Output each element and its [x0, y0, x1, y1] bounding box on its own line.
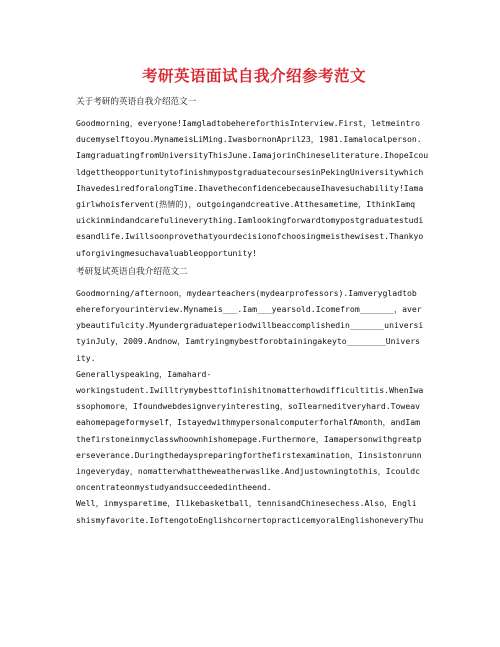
text-line: ssophomore，Ifoundwebdesignveryinteresting，soIlearneditveryhard.Toweav [76, 401, 420, 412]
text-line: uforgivingmesuchavaluableopportunity! [76, 247, 257, 258]
text-line: eahomepageformyself，IstayedwithmypersonalcomputerforhalfAmonth，andIam [76, 417, 420, 428]
text-line: oncentrateonmystudyandsucceededintheend. [76, 482, 272, 493]
text-line: ldgettheopportunitytofinishmypostgraduatecoursesinPekingUniversitywhich [76, 166, 424, 177]
document-title: 考研英语面试自我介绍参考范文 [141, 66, 366, 85]
text-line: ehereforyourinterview.Mynameis___.Iam___yearsold.Icomefrom_______，aver [76, 304, 422, 315]
section-1-heading: 关于考研的英语自我介绍范文一 [76, 97, 197, 107]
text-line: IhavedesiredforalongTime.IhavetheconfidencebecauseIhavesuchability!Iama [76, 182, 424, 193]
section-1-body [76, 115, 432, 261]
text-line: ducemyselftoyou.MynameisLiMing.IwasbornonApril23，1981.Iamalocalperson. [76, 134, 422, 145]
text-line: uickinmindandcarefulineverything.Iamlookingforwardtomypostgraduatestudi [76, 215, 424, 226]
section-2-body [76, 285, 432, 528]
text-line: ity. [76, 352, 96, 363]
text-line: thefirstoneinmyclasswhoownhishomepage.Furthermore，Iamapersonwithgreatp [76, 433, 422, 444]
section-1 [76, 96, 432, 261]
text-line: ingeveryday，nomatterwhattheweatherwaslike.Andjustowningtothis，Icouldc [76, 466, 420, 477]
text-line: shismyfavorite.IoftengotoEnglishcornertopracticemyoralEnglishoneveryThu [76, 514, 424, 525]
text-line: Goodmorning，everyone!IamgladtobehereforthisInterview.First，letmeintro [76, 118, 420, 128]
text-line: girlwhoisfervent(热情的)，outgoingandcreative.Atthesametime，IthinkIamq [76, 199, 416, 210]
text-line: workingstudent.Iwilltrymybesttofinishitnomatterhowdifficultitis.WhenIwa [76, 385, 424, 396]
text-line: ybeautifulcity.Myundergraduateperiodwillbeaccomplishedin_______universi [76, 320, 424, 331]
text-line: Generallyspeaking，Iamahard- [76, 368, 212, 379]
text-line: tyinJuly，2009.Andnow，Iamtryingmybestforobtainingakeyto________Univers [76, 336, 420, 347]
text-line: erseverance.Duringthedayspreparingforthefirstexamination，Iinsistonrunn [76, 449, 422, 460]
text-line: Goodmorning/afternoon，mydearteachers(mydearprofessors).Iamverygladtob [76, 287, 417, 298]
section-2-heading: 考研复试英语自我介绍范文二 [76, 266, 188, 277]
text-line: esandlife.Iwillsoonprovethatyourdecisionofchoosingmeisthewisest.Thankyo [76, 231, 424, 242]
document-page [76, 64, 432, 528]
section-2 [76, 266, 432, 528]
text-line: Well，inmysparetime，Ilikebasketball，tennisandChinesechess.Also，Engli [76, 498, 417, 509]
text-line: IamgraduatingfromUniversityThisJune.IamajorinChineseliterature.IhopeIcou [76, 150, 429, 161]
